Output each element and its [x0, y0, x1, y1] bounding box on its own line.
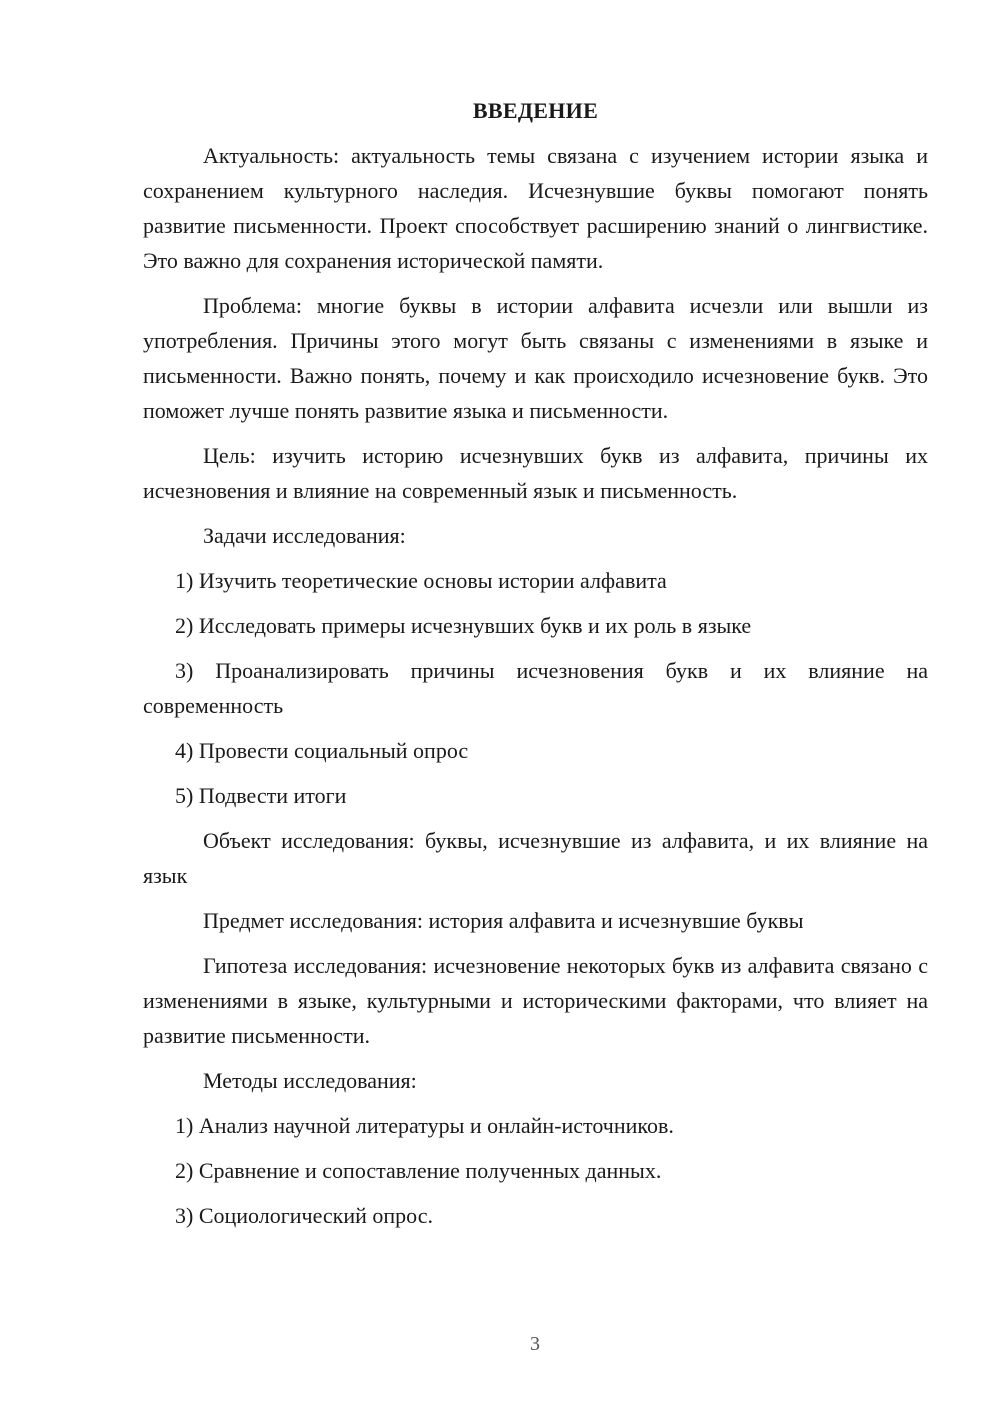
task-item-5: 5) Подвести итоги [175, 783, 347, 808]
hypothesis-paragraph: Гипотеза исследования: исчезновение некоторых букв из алфавита связано с изменениями в языке, культурными и историческими факторами, что влияет на развитие письменности. [143, 953, 928, 1048]
task-item-1: 1) Изучить теоретические основы истории алфавита [175, 568, 667, 593]
methods-heading: Методы исследования: [203, 1068, 417, 1093]
goal-paragraph: Цель: изучить историю исчезнувших букв из алфавита, причины их исчезновения и влияние на современный язык и письменность. [143, 443, 928, 503]
method-item-2: 2) Сравнение и сопоставление полученных данных. [175, 1158, 662, 1183]
page-number: 3 [530, 1333, 540, 1355]
task-item-2: 2) Исследовать примеры исчезнувших букв и их роль в языке [175, 613, 752, 638]
tasks-heading: Задачи исследования: [203, 523, 406, 548]
task-item-4: 4) Провести социальный опрос [175, 738, 469, 763]
page-title: ВВЕДЕНИЕ [472, 98, 599, 123]
method-item-1: 1) Анализ научной литературы и онлайн-источников. [175, 1113, 674, 1138]
task-item-3: 3) Проанализировать причины исчезновения букв и их влияние на современность [143, 658, 928, 718]
relevance-paragraph: Актуальность: актуальность темы связана с изучением истории языка и сохранением культурного наследия. Исчезнувшие буквы помогают понять развитие письменности. Проект способствует расширению знаний о лингвистике. Это важно для сохранения исторической памяти. [143, 143, 928, 273]
subject-paragraph: Предмет исследования: история алфавита и исчезнувшие буквы [203, 908, 804, 933]
object-paragraph: Объект исследования: буквы, исчезнувшие из алфавита, и их влияние на язык [143, 828, 928, 888]
method-item-3: 3) Социологический опрос. [175, 1203, 433, 1228]
body-text [143, 138, 928, 1233]
problem-paragraph: Проблема: многие буквы в истории алфавита исчезли или вышли из употребления. Причины этого могут быть связаны с изменениями в языке и письменности. Важно понять, почему и как происходило исчезновение букв. Это поможет лучше понять развитие языка и письменности. [143, 293, 928, 423]
page-content [143, 96, 928, 1243]
